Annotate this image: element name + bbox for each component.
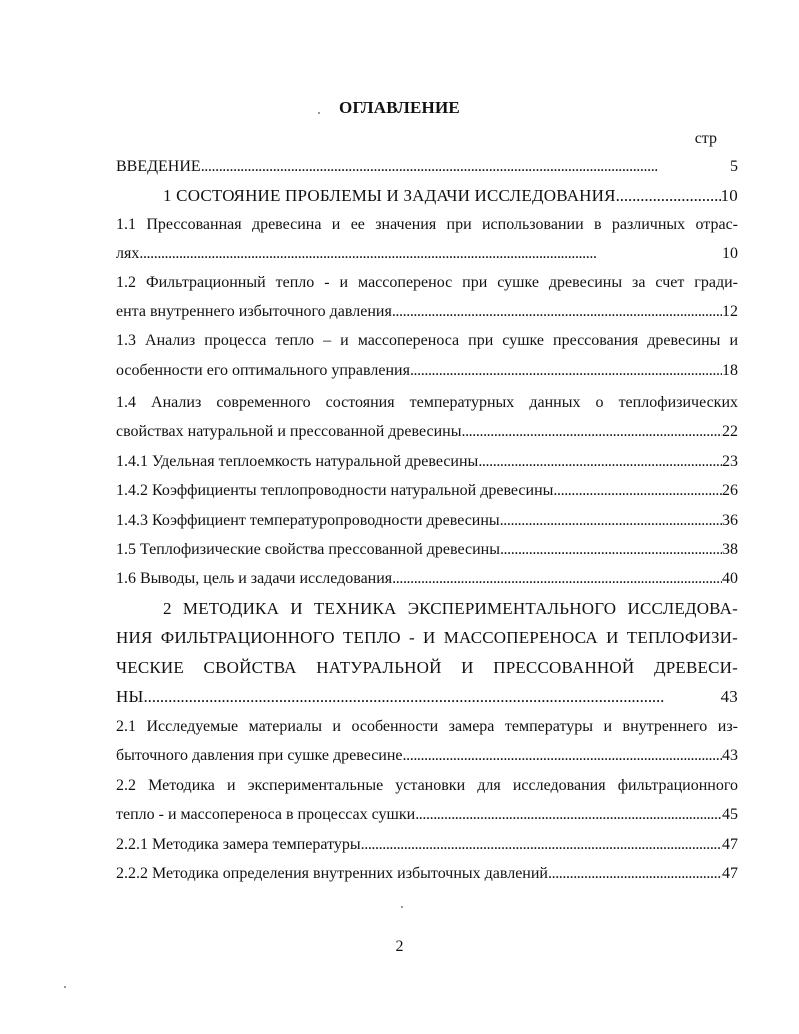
- toc-entry-chapter-2-line3[interactable]: ЧЕСКИЕ СВОЙСТВА НАТУРАЛЬНОЙ И ПРЕССОВАННОЙ ДРЕВЕСИ-: [116, 658, 738, 677]
- toc-entry-page: 43: [720, 687, 738, 706]
- toc-entry-page: 5: [730, 158, 738, 175]
- toc-entry-title: лях: [116, 245, 140, 262]
- scan-speck: [64, 986, 66, 988]
- toc-entry-title: 1.4.2 Коэффициенты теплопроводности натуральной древесины: [116, 482, 554, 499]
- toc-heading: ОГЛАВЛЕНИЕ: [339, 98, 460, 117]
- toc-entry-1-4-1[interactable]: [116, 451, 738, 473]
- leader-dots: [392, 301, 722, 323]
- toc-entry-1-2-line1[interactable]: 1.2 Фильтрационный тепло - и массоперенос при сушке древесины за счет гради-: [116, 274, 738, 291]
- toc-entry-page: 47: [722, 865, 738, 882]
- toc-entry-1-6[interactable]: [116, 568, 738, 590]
- leader-dots: [553, 480, 722, 502]
- toc-entry-1-2[interactable]: [116, 301, 738, 323]
- toc-entry-page: 45: [722, 806, 738, 823]
- toc-entry-page: 47: [722, 836, 738, 853]
- leader-dots: [616, 185, 721, 207]
- toc-entry-page: 43: [722, 747, 738, 764]
- page-column-label: стр: [694, 130, 717, 147]
- toc-entry-1-3-line1[interactable]: 1.3 Анализ процесса тепло – и массопереноса при сушке прессования древесины и: [116, 332, 738, 349]
- toc-entry-2-1-line1[interactable]: 2.1 Исследуемые материалы и особенности замера температуры и внутреннего из-: [116, 718, 738, 735]
- leader-dots: [403, 745, 722, 767]
- toc-entry-2-2[interactable]: [116, 804, 738, 826]
- toc-entry-page: 36: [722, 512, 738, 529]
- toc-entry-1-4-2[interactable]: [116, 480, 738, 502]
- toc-entry-title: НЫ: [116, 687, 144, 706]
- toc-entry-introduction[interactable]: [116, 156, 738, 178]
- toc-entry-2-2-2[interactable]: [116, 863, 738, 885]
- leader-dots: [500, 539, 722, 561]
- leader-dots: [139, 243, 722, 265]
- toc-entry-1-1-line1[interactable]: 1.1 Прессованная древесина и ее значения при использовании в различных отрас-: [116, 216, 738, 233]
- toc-entry-title: 1.5 Теплофизические свойства прессованной древесины: [116, 541, 500, 558]
- leader-dots: [361, 834, 722, 856]
- toc-entry-title: 1.4.3 Коэффициент температуропроводности древесины: [116, 512, 500, 529]
- toc-entry-1-4[interactable]: [116, 421, 738, 443]
- toc-entry-1-5[interactable]: [116, 539, 738, 561]
- toc-entry-1-1[interactable]: [116, 243, 738, 265]
- toc-entry-1-4-line1[interactable]: 1.4 Анализ современного состояния температурных данных о теплофизических: [116, 394, 738, 411]
- toc-entry-title: ента внутреннего избыточного давления: [116, 303, 392, 320]
- toc-entry-chapter-2-line1[interactable]: 2 МЕТОДИКА И ТЕХНИКА ЭКСПЕРИМЕНТАЛЬНОГО ИССЛЕДОВА-: [163, 599, 738, 618]
- toc-entry-page: 40: [722, 570, 738, 587]
- leader-dots: [500, 510, 722, 532]
- toc-entry-title: особенности его оптимального управления: [116, 362, 410, 379]
- toc-entry-2-1[interactable]: [116, 745, 738, 767]
- toc-entry-page: 26: [722, 482, 738, 499]
- toc-entry-title: 1.4.1 Удельная теплоемкость натуральной древесины: [116, 453, 479, 470]
- leader-dots: [392, 568, 722, 590]
- leader-dots: [415, 804, 722, 826]
- toc-entry-page: 38: [722, 541, 738, 558]
- toc-entry-title: быточного давления при сушке древесине: [116, 747, 403, 764]
- toc-entry-page: 18: [722, 362, 738, 379]
- toc-entry-title: тепло - и массопереноса в процессах сушки: [116, 806, 416, 823]
- toc-entry-title: свойствах натуральной и прессованной древесины: [116, 423, 462, 440]
- toc-entry-title: ВВЕДЕНИЕ: [116, 158, 201, 175]
- toc-entry-chapter-1[interactable]: [116, 185, 738, 207]
- toc-entry-page: 10: [722, 245, 738, 262]
- toc-entry-page: 23: [722, 453, 738, 470]
- toc-entry-1-4-3[interactable]: [116, 510, 738, 532]
- toc-entry-page: 12: [722, 303, 738, 320]
- toc-entry-title: 1.6 Выводы, цель и задачи исследования: [116, 570, 393, 587]
- scan-speck: [318, 112, 320, 114]
- leader-dots: [461, 421, 722, 443]
- toc-entry-chapter-2-line2[interactable]: НИЯ ФИЛЬТРАЦИОННОГО ТЕПЛО - И МАССОПЕРЕНОСА И ТЕПЛОФИЗИ-: [116, 628, 738, 647]
- toc-entry-title: 2.2.2 Методика определения внутренних избыточных давлений: [116, 865, 548, 882]
- toc-entry-page: 22: [722, 423, 738, 440]
- toc-entry-1-3[interactable]: [116, 360, 738, 382]
- leader-dots: [201, 156, 730, 178]
- leader-dots: [478, 451, 722, 473]
- scan-speck: [401, 906, 403, 908]
- toc-entry-2-2-1[interactable]: [116, 834, 738, 856]
- toc-entry-page: 10: [720, 186, 738, 205]
- toc-entry-chapter-2[interactable]: [116, 686, 738, 708]
- leader-dots: [144, 686, 721, 708]
- leader-dots: [410, 360, 722, 382]
- toc-entry-2-2-line1[interactable]: 2.2 Методика и экспериментальные установки для исследования фильтрационного: [116, 777, 738, 794]
- leader-dots: [548, 863, 722, 885]
- toc-entry-title: 2.2.1 Методика замера температуры: [116, 836, 361, 853]
- page-number: 2: [395, 938, 404, 955]
- toc-entry-title: 1 СОСТОЯНИЕ ПРОБЛЕМЫ И ЗАДАЧИ ИССЛЕДОВАНИЯ: [163, 186, 616, 205]
